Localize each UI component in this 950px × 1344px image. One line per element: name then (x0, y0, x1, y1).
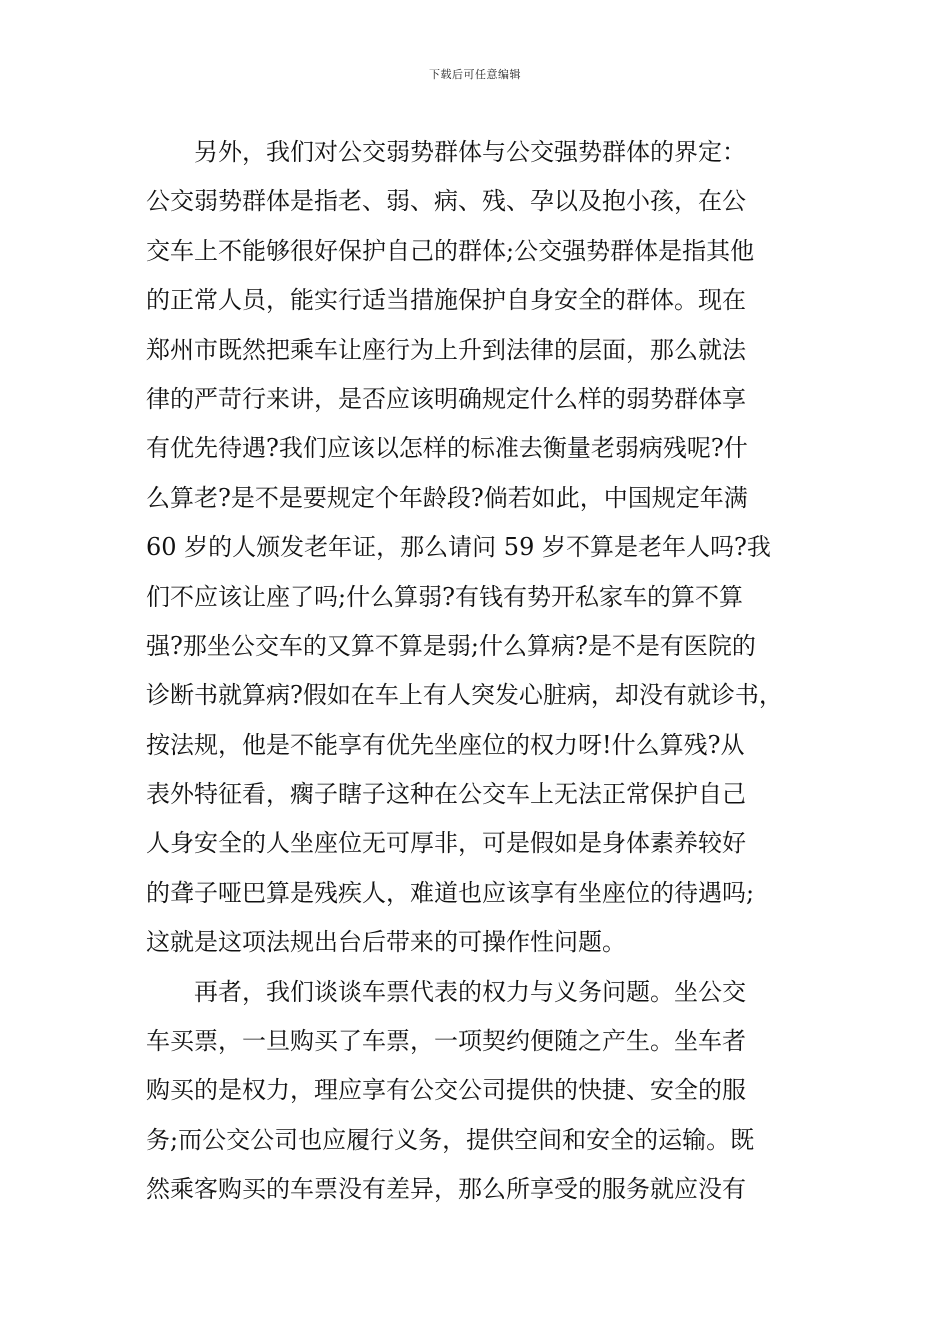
paragraph-line: 购买的是权力，理应享有公交公司提供的快捷、安全的服 (146, 1076, 746, 1105)
paragraph-line: 强?那坐公交车的又算不算是弱;什么算病?是不是有医院的 (146, 631, 756, 660)
paragraph-line: 另外，我们对公交弱势群体与公交强势群体的界定： (194, 138, 746, 166)
paragraph-1 (146, 128, 836, 968)
paragraph-line: 务;而公交公司也应履行义务，提供空间和安全的运输。既 (146, 1125, 755, 1154)
paragraph-line: 60 岁的人颁发老年证，那么请问 59 岁不算是老年人吗?我 (146, 533, 771, 562)
paragraph-line: 郑州市既然把乘车让座行为上升到法律的层面，那么就法 (146, 335, 746, 364)
body-text (146, 128, 836, 1215)
paragraph-line: 车买票，一旦购买了车票，一项契约便随之产生。坐车者 (146, 1027, 746, 1056)
paragraph-line: 的正常人员，能实行适当措施保护自身安全的群体。现在 (146, 286, 746, 315)
paragraph-line: 么算老?是不是要规定个年龄段?倘若如此，中国规定年满 (146, 483, 748, 512)
paragraph-line: 再者，我们谈谈车票代表的权力与义务问题。坐公交 (194, 977, 746, 1006)
paragraph-line: 交车上不能够很好保护自己的群体;公交强势群体是指其他 (146, 236, 755, 265)
paragraph-line: 诊断书就算病?假如在车上有人突发心脏病，却没有就诊书， (146, 681, 783, 710)
paragraph-line: 公交弱势群体是指老、弱、病、残、孕以及抱小孩，在公 (146, 187, 746, 216)
paragraph-line: 有优先待遇?我们应该以怎样的标准去衡量老弱病残呢?什 (146, 434, 748, 463)
paragraph-line: 表外特征看，瘸子瞎子这种在公交车上无法正常保护自己 (146, 780, 746, 809)
paragraph-line: 们不应该让座了吗;什么算弱?有钱有势开私家车的算不算 (146, 582, 743, 611)
paragraph-2 (146, 968, 836, 1215)
paragraph-line: 的聋子哑巴算是残疾人，难道也应该享有坐座位的待遇吗; (146, 878, 755, 907)
page-header: 下载后可任意编辑 (429, 68, 521, 81)
paragraph-line: 律的严苛行来讲，是否应该明确规定什么样的弱势群体享 (146, 384, 746, 413)
paragraph-line: 人身安全的人坐座位无可厚非，可是假如是身体素养较好 (146, 829, 746, 858)
paragraph-line: 然乘客购买的车票没有差异，那么所享受的服务就应没有 (146, 1175, 746, 1204)
paragraph-line: 这就是这项法规出台后带来的可操作性问题。 (146, 928, 626, 957)
paragraph-line: 按法规，他是不能享有优先坐座位的权力呀!什么算残?从 (146, 730, 745, 759)
